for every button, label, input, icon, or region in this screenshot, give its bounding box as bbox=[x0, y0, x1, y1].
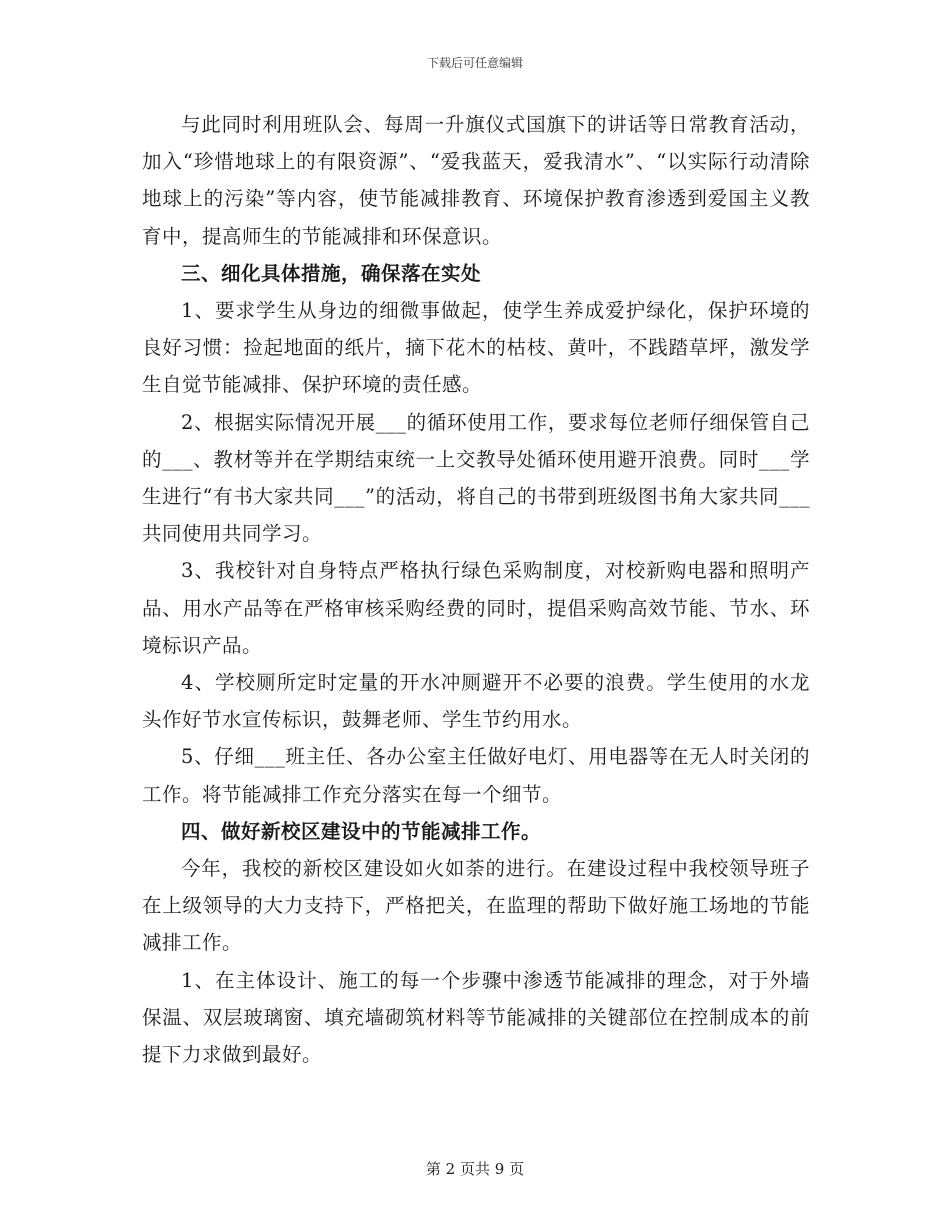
paragraph: 2、根据实际情况开展___的循环使用工作，要求每位老师仔细保管自己的___、教材等并在学期结束统一上交教导处循环使用避开浪费。同时___学生进行“有书大家共同___”的活动，将自己的书带到班级图书角大家共同___共同使用共同学习。 bbox=[142, 410, 810, 546]
paragraph: 1、要求学生从身边的细微事做起，使学生养成爱护绿化，保护环境的良好习惯：捡起地面的纸片，摘下花木的枯枝、黄叶，不践踏草坪，激发学生自觉节能减排、保护环境的责任感。 bbox=[142, 299, 810, 397]
header-note: 下载后可任意编辑 bbox=[426, 56, 523, 70]
paragraph: 1、在主体设计、施工的每一个步骤中渗透节能减排的理念，对于外墙保温、双层玻璃窗、填充墙砌筑材料等节能减排的关键部位在控制成本的前提下力求做到最好。 bbox=[142, 968, 810, 1067]
paragraph: 今年，我校的新校区建设如火如荼的进行。在建设过程中我校领导班子在上级领导的大力支持下，严格把关，在监理的帮助下做好施工场地的节能减排工作。 bbox=[142, 857, 810, 955]
section-heading: 四、做好新校区建设中的节能减排工作。 bbox=[181, 819, 542, 843]
section-heading: 三、细化具体措施，确保落在实处 bbox=[181, 261, 482, 285]
paragraph: 3、我校针对自身特点严格执行绿色采购制度，对校新购电器和照明产品、用水产品等在严格审核采购经费的同时，提倡采购高效节能、节水、环境标识产品。 bbox=[142, 559, 810, 657]
paragraph: 与此同时利用班队会、每周一升旗仪式国旗下的讲话等日常教育活动，加入“珍惜地球上的有限资源”、“爱我蓝天，爱我清水”、“以实际行动清除地球上的污染”等内容，使节能减排教育、环境保护教育渗透到爱国主义教育中，提高师生的节能减排和环保意识。 bbox=[142, 113, 810, 248]
paragraph: 4、学校厕所定时定量的开水冲厕避开不必要的浪费。学生使用的水龙头作好节水宣传标识，鼓舞老师、学生节约用水。 bbox=[142, 671, 810, 732]
paragraph: 5、仔细___班主任、各办公室主任做好电灯、用电器等在无人时关闭的工作。将节能减排工作充分落实在每一个细节。 bbox=[142, 745, 810, 806]
page-number: 第 2 页共 9 页 bbox=[425, 1160, 525, 1178]
document-body bbox=[142, 106, 810, 1073]
